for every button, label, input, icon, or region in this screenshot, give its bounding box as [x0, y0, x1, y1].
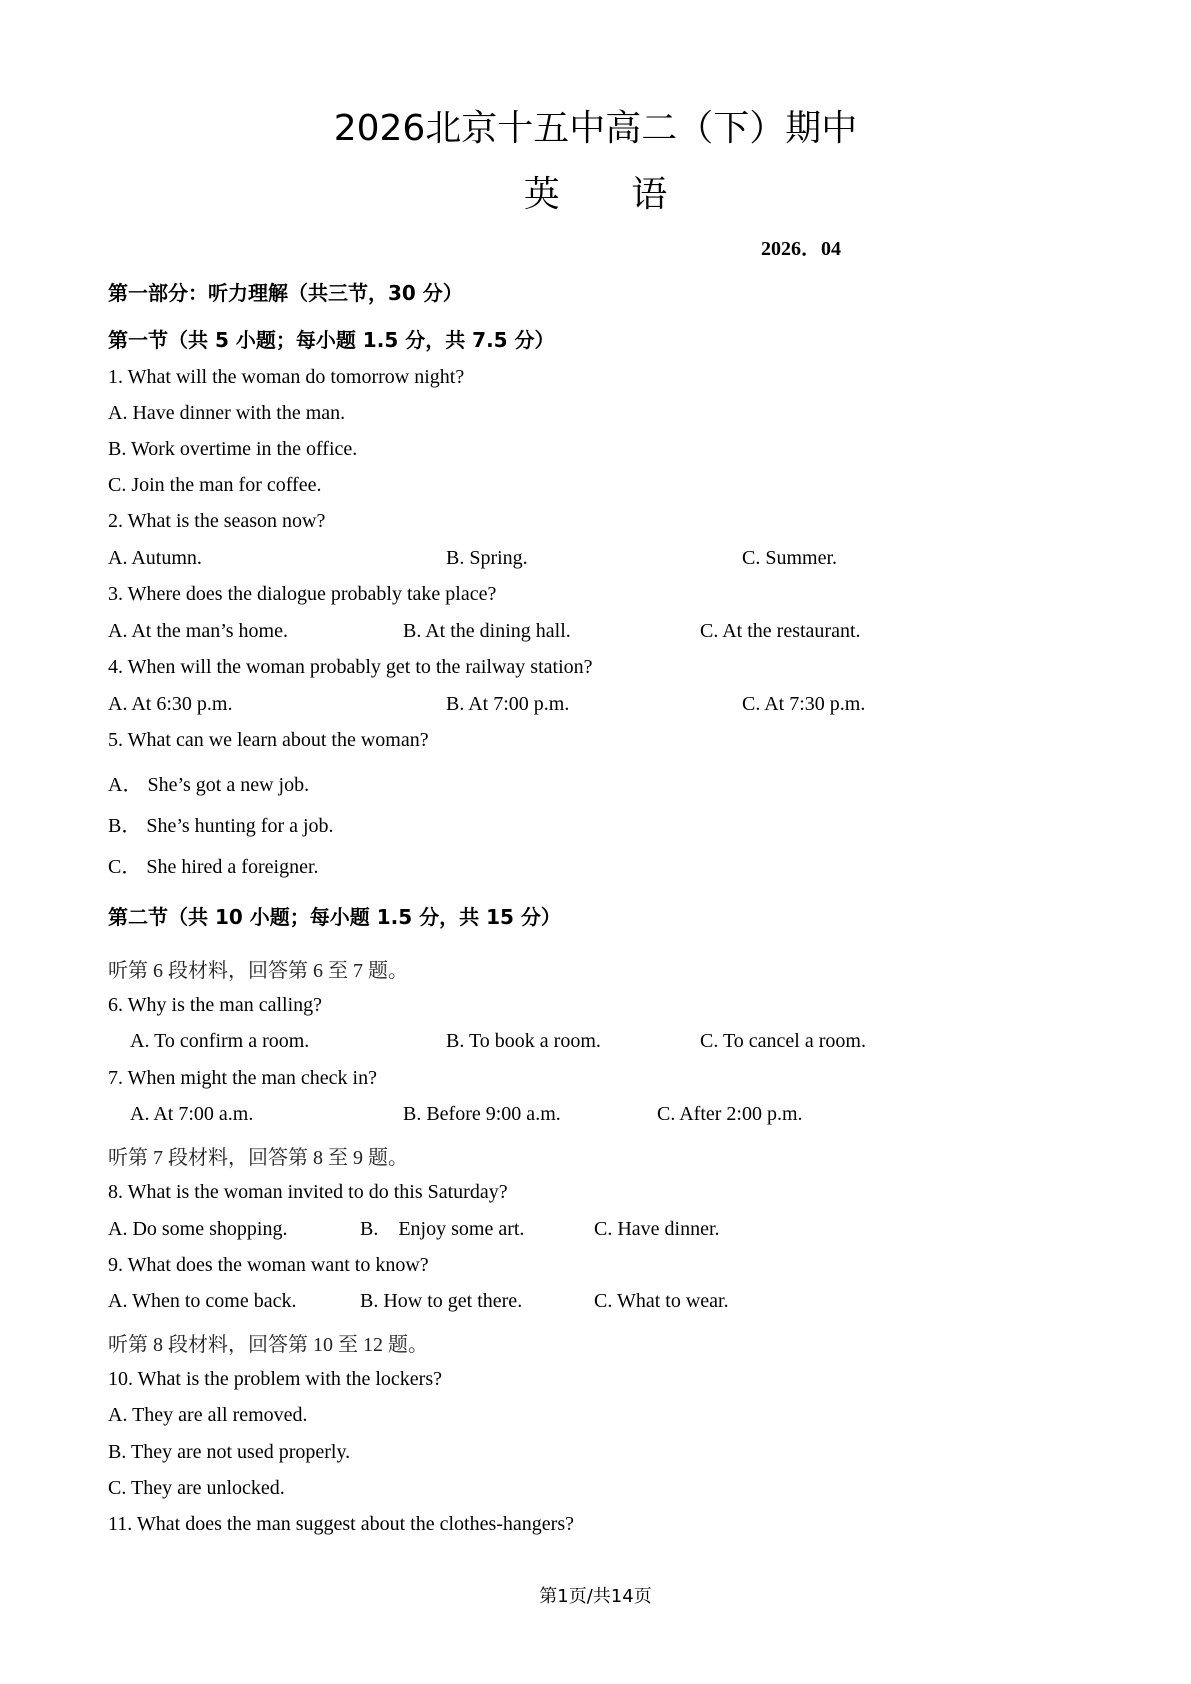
page-title: 2026北京十五中高二（下）期中	[333, 108, 858, 149]
material7-instruction: 听第 7 段材料，回答第 8 至 9 题。	[108, 1147, 408, 1169]
q1-option-b: B. Work overtime in the office.	[108, 438, 358, 460]
q6-stem: 6. Why is the man calling?	[108, 994, 323, 1016]
q6-option-c: C. To cancel a room.	[700, 1030, 866, 1052]
q5-option-c: C． She hired a foreigner.	[108, 856, 319, 878]
q4-option-c: C. At 7:30 p.m.	[742, 693, 866, 715]
part1-title: 第一部分：听力理解（共三节，30 分）	[108, 281, 463, 305]
q3-option-a: A. At the man’s home.	[108, 620, 288, 642]
q5-stem: 5. What can we learn about the woman?	[108, 729, 429, 751]
q5-option-b: B． She’s hunting for a job.	[108, 815, 334, 837]
q8-option-a: A. Do some shopping.	[108, 1218, 288, 1240]
exam-date: 2026．04	[761, 238, 841, 260]
q1-option-c: C. Join the man for coffee.	[108, 474, 322, 496]
q3-stem: 3. Where does the dialogue probably take place?	[108, 583, 497, 605]
q6-option-a: A. To confirm a room.	[130, 1030, 310, 1052]
q8-option-b: B. Enjoy some art.	[360, 1218, 525, 1240]
q2-option-b: B. Spring.	[446, 547, 528, 569]
material8-instruction: 听第 8 段材料，回答第 10 至 12 题。	[108, 1334, 428, 1356]
q1-option-a: A. Have dinner with the man.	[108, 402, 346, 424]
q10-option-a: A. They are all removed.	[108, 1404, 308, 1426]
q2-option-c: C. Summer.	[742, 547, 838, 569]
q7-stem: 7. When might the man check in?	[108, 1067, 377, 1089]
q5-option-a: A． She’s got a new job.	[108, 774, 310, 796]
subject-text: 英 语	[523, 174, 668, 215]
material6-instruction: 听第 6 段材料，回答第 6 至 7 题。	[108, 960, 408, 982]
q3-option-c: C. At the restaurant.	[700, 620, 861, 642]
q10-option-b: B. They are not used properly.	[108, 1441, 351, 1463]
q6-option-b: B. To book a room.	[446, 1030, 601, 1052]
section1-title: 第一节（共 5 小题；每小题 1.5 分，共 7.5 分）	[108, 328, 555, 352]
q2-option-a: A. Autumn.	[108, 547, 202, 569]
q3-option-b: B. At the dining hall.	[403, 620, 571, 642]
page-number: 第1页/共14页	[539, 1586, 652, 1607]
q2-stem: 2. What is the season now?	[108, 510, 326, 532]
q8-option-c: C. Have dinner.	[594, 1218, 720, 1240]
q8-stem: 8. What is the woman invited to do this Saturday?	[108, 1181, 508, 1203]
q7-option-c: C. After 2:00 p.m.	[657, 1103, 803, 1125]
q9-stem: 9. What does the woman want to know?	[108, 1254, 429, 1276]
q4-option-a: A. At 6:30 p.m.	[108, 693, 233, 715]
section2-title: 第二节（共 10 小题；每小题 1.5 分，共 15 分）	[108, 905, 561, 929]
q9-option-a: A. When to come back.	[108, 1290, 297, 1312]
q1-stem: 1. What will the woman do tomorrow night?	[108, 366, 465, 388]
q4-stem: 4. When will the woman probably get to the railway station?	[108, 656, 593, 678]
q10-option-c: C. They are unlocked.	[108, 1477, 285, 1499]
q9-option-c: C. What to wear.	[594, 1290, 729, 1312]
subject-title	[0, 166, 1191, 217]
q4-option-b: B. At 7:00 p.m.	[446, 693, 570, 715]
q7-option-b: B. Before 9:00 a.m.	[403, 1103, 561, 1125]
q10-stem: 10. What is the problem with the lockers?	[108, 1368, 442, 1390]
q11-stem: 11. What does the man suggest about the clothes-hangers?	[108, 1513, 574, 1535]
q7-option-a: A. At 7:00 a.m.	[130, 1103, 254, 1125]
q9-option-b: B. How to get there.	[360, 1290, 523, 1312]
